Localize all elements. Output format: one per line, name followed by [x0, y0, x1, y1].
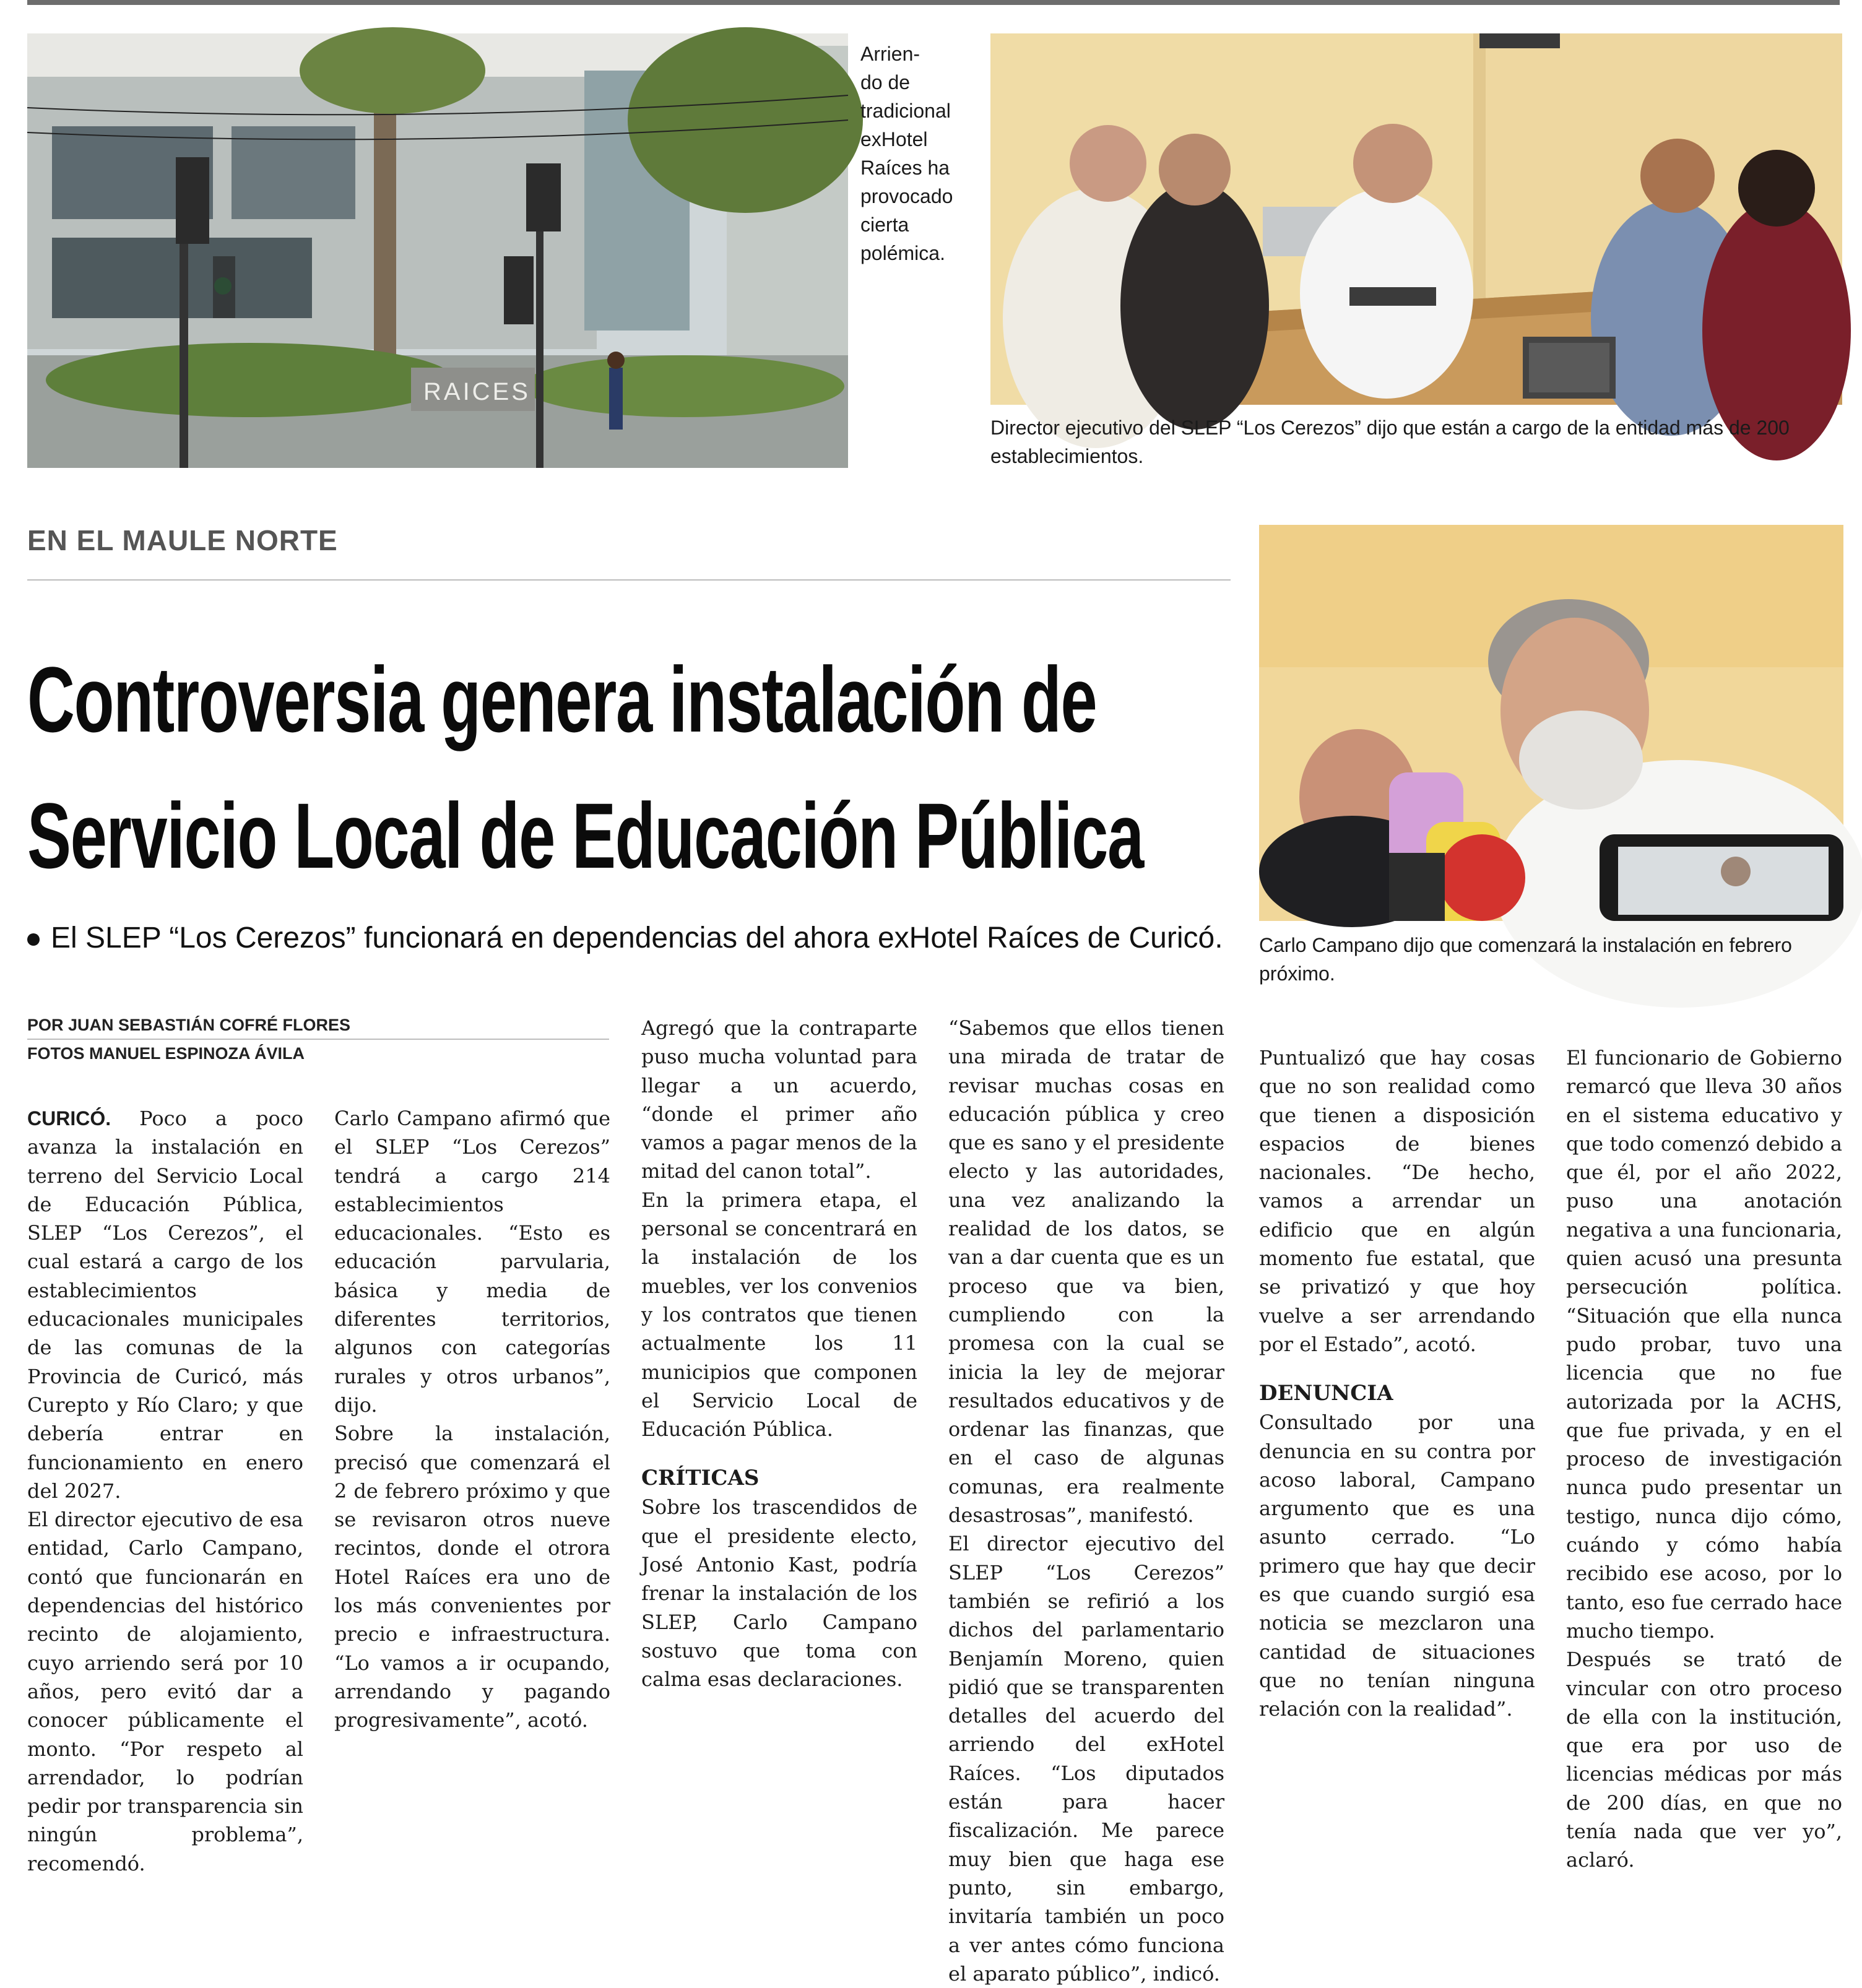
- paragraph-5: Agregó que la contraparte puso mucha voluntad para llegar a un acuerdo, “donde el primer año vamos a pagar menos de la mitad del canon total”.: [641, 1016, 917, 1183]
- paragraph-8: “Sabemos que ellos tienen una mirada de tratar de revisar muchas cosas en educación pública y creo que es sano y el presidente electo y las autoridades, una vez analizando la realidad de los datos, se van a dar cuenta que es un proceso que va bien, cumpliendo con la promesa con la cual se inicia la ley de mejorar resultados educativos y de ordenar las finanzas, que en el caso de algunas comunas, era realmente desastrosas”, manifestó.: [948, 1016, 1224, 1528]
- top-rule: [27, 0, 1840, 5]
- kicker-rule: [27, 579, 1231, 581]
- paragraph-3: Carlo Campano afirmó que el SLEP “Los Cerezos” tendrá a cargo 214 establecimientos educacionales. “Esto es educación parvularia, básica y media de diferentes territorios, algunos con categorías rurales y otros urbanos”, dijo.: [334, 1107, 610, 1417]
- paragraph-7: Sobre los trascendidos de que el presidente electo, José Antonio Kast, podría frenar la instalación de los SLEP, Carlo Campano sostuvo que toma con calma esas declaraciones.: [641, 1495, 917, 1692]
- body-column-1: [27, 1104, 303, 1875]
- headline: [27, 626, 1234, 899]
- subheading-denuncia: DENUNCIA: [1259, 1381, 1393, 1406]
- meeting-photo: [990, 33, 1842, 405]
- subheading-criticas: CRÍTICAS: [641, 1466, 760, 1491]
- paragraph-1: [27, 1104, 303, 1505]
- deck: [27, 920, 1234, 957]
- hotel-photo-caption: Arrien- do de tradicional exHotel Raíces ha provocado cierta polémica.: [860, 43, 953, 264]
- section-kicker: EN EL MAULE NORTE: [27, 524, 338, 556]
- deck-text: El SLEP “Los Cerezos” funcionará en dependencias del ahora exHotel Raíces de Curicó.: [51, 922, 1223, 954]
- headline-line-1: Controversia genera instalación de: [27, 647, 1097, 751]
- body-column-6: [1566, 1044, 1842, 1872]
- paragraph-9: El director ejecutivo del SLEP “Los Cerezos” también se refirió a los dichos del parlamentario Benjamín Moreno, quien pidió que se transparenten detalles del acuerdo del arriendo del exHotel Raíces. “Los diputados están para hacer fiscalización. Me parece muy bien que haga ese punto, sin embargo, invitaría también un poco a ver antes cómo funciona el aparato público”, indicó.: [948, 1532, 1224, 1986]
- byline: [27, 1014, 609, 1065]
- meeting-photo-caption: Director ejecutivo del SLEP “Los Cerezos” dijo que están a cargo de la entidad más de 200 establecimientos.: [990, 417, 1790, 467]
- body-column-5: [1259, 1044, 1535, 1721]
- paragraph-13: Después se trató de vincular con otro proceso de ella con la institución, que era por uso de licencias médicas por más de 200 días, en que no tenía nada que ver yo”, aclaró.: [1566, 1648, 1842, 1872]
- paragraph-2: El director ejecutivo de esa entidad, Carlo Campano, contó que funcionarán en dependencias del histórico recinto de alojamiento, cuyo arriendo será por 10 años, pero evitó dar a conocer públicamente el monto. “Por respeto al arrendador, lo podrían pedir por transparencia sin ningún problema”, recomendó.: [27, 1508, 303, 1875]
- paragraph-11: Consultado por una denuncia en su contra por acoso laboral, Campano argumento que es una asunto cerrado. “Lo primero que hay que decir es que cuando surgió esa noticia se mezclaron una cantidad de situaciones que no tenían ninguna relación con la realidad”.: [1259, 1411, 1535, 1721]
- hotel-photo: [27, 33, 848, 468]
- byline-photos: FOTOS MANUEL ESPINOZA ÁVILA: [27, 1044, 305, 1063]
- body-column-4: [948, 1014, 1224, 1986]
- deck-bullet-icon: [27, 933, 40, 946]
- paragraph-6: En la primera etapa, el personal se concentrará en la instalación de los muebles, ver los convenios y los contratos que tienen actualmente los 11 municipios que componen el Servicio Local de Educación Pública.: [641, 1188, 917, 1441]
- byline-author: POR JUAN SEBASTIÁN COFRÉ FLORES: [27, 1016, 351, 1034]
- portrait-photo: [1259, 525, 1843, 921]
- hotel-sign-text: RAICES: [423, 378, 530, 405]
- headline-line-2: Servicio Local de Educación Pública: [27, 784, 1143, 888]
- paragraph-4: Sobre la instalación, precisó que comenzará el 2 de febrero próximo y que se revisaron otros nueve recintos, donde el otrora Hotel Raíces era uno de los más convenientes por precio e infraestructura. “Lo vamos a ir ocupando, arrendando y pagando progresivamente”, acotó.: [334, 1422, 610, 1732]
- paragraph-12: El funcionario de Gobierno remarcó que lleva 30 años en el sistema educativo y que todo comenzó debido a que él, por el año 2022, puso una anotación negativa a una funcionaria, quien acusó una presunta persecución política. “Situación que ella nunca pudo probar, tuvo una licencia que no fue autorizada por la ACHS, que fue privada, y en el proceso de investigación nunca pudo presentar un testigo, nunca dijo cómo, cuándo y cómo había recibido ese acoso, por lo tanto, eso fue cerrado hace mucho tiempo.: [1566, 1046, 1842, 1643]
- body-column-2: [334, 1104, 610, 1732]
- portrait-photo-caption: Carlo Campano dijo que comenzará la instalación en febrero próximo.: [1259, 934, 1792, 985]
- paragraph-10: Puntualizó que hay cosas que no son realidad como que tienen a disposición espacios de bienes nacionales. “De hecho, vamos a arrendar un edificio que en algún momento fue estatal, que se privatizó y que hoy vuelve a ser arrendando por el Estado”, acotó.: [1259, 1046, 1535, 1356]
- dateline: CURICÓ.: [27, 1107, 111, 1130]
- body-column-3: [641, 1014, 917, 1692]
- byline-rule: [27, 1039, 609, 1040]
- paragraph-1-text: Poco a poco avanza la instalación en terreno del Servicio Local de Educación Pública, SLEP “Los Cerezos”, el cual estará a cargo de los establecimientos educacionales municipales de las comunas de la Provincia de Curicó, más Curepto y Río Claro; y que debería entrar en funcionamiento en enero del 2027.: [27, 1107, 303, 1503]
